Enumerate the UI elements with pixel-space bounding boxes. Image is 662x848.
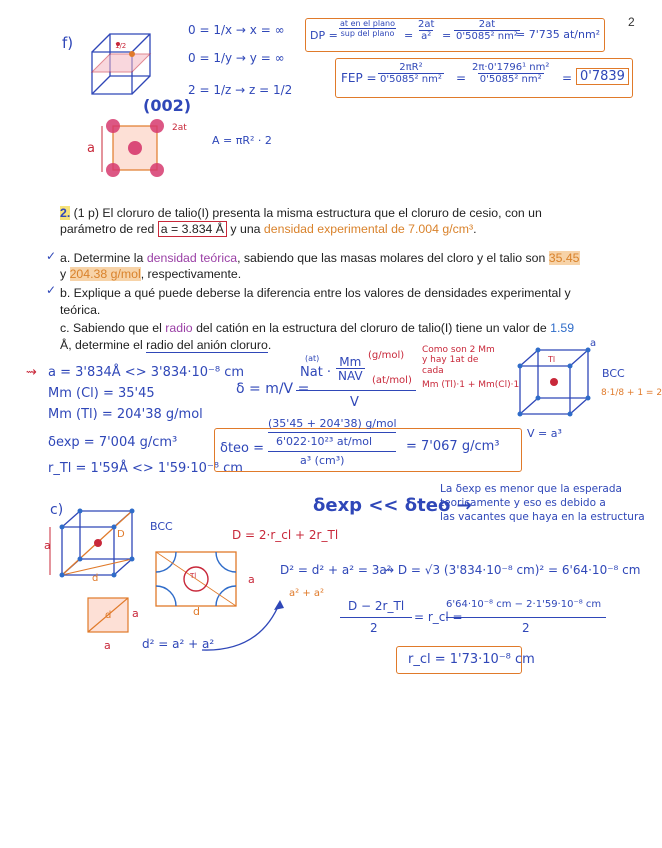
qa2-text-a: y — [60, 267, 70, 281]
qc2-text-b: . — [267, 338, 272, 352]
rcl-frac2-den: 2 — [522, 621, 530, 635]
dp-frac2-num: 2at — [418, 19, 435, 30]
problem-text-2a: parámetro de red — [60, 222, 158, 236]
qc-text-b: del catión en la estructura del cloruro de talio(I) tiene un valor de — [192, 321, 551, 335]
curved-arrow — [200, 596, 290, 656]
radius-term: radio — [165, 321, 193, 335]
nat-sup: (at) — [305, 354, 320, 363]
question-b-line-1: b. Explique a qué puede deberse la diferencia entre los valores de densidades experimental y — [60, 286, 571, 300]
molar-mass-cl: 35.45 — [548, 251, 580, 265]
intercept-y: 0 = 1/y → y = ∞ — [188, 51, 285, 65]
d-teo-fraction-line-2 — [268, 451, 396, 452]
explanation-line-3: las vacantes que haya en la estructura — [440, 511, 645, 523]
note-sum: Mm (Tl)·1 + Mm(Cl)·1 — [422, 380, 520, 390]
nat-label: Nat · — [300, 365, 332, 380]
c-bcc-label: BCC — [150, 520, 173, 533]
intercept-x: 0 = 1/x → x = ∞ — [188, 23, 285, 37]
mm-nav-fraction — [336, 356, 365, 382]
qa2-text-b: , respectivamente. — [140, 267, 242, 281]
D-value: ⇝ D = √3 (3'834·10⁻⁸ cm)² = 6'64·10⁻⁸ cm — [384, 563, 641, 577]
dp-fraction-1 — [338, 20, 397, 38]
fep-frac-den: 0'5085² nm² — [380, 74, 442, 85]
dp-label: DP = — [310, 29, 338, 42]
intercept-z: 2 = 1/z → z = 1/2 — [188, 83, 293, 97]
experimental-density: densidad experimental de 7.004 g/cm³ — [263, 222, 474, 236]
question-a-line-1 — [60, 252, 580, 264]
rcl-frac-den: 2 — [370, 621, 378, 635]
area-formula: A = πR² · 2 — [212, 134, 272, 147]
dp-result: = 7'735 at/nm² — [516, 28, 601, 41]
qa-text-a: a. Determine la — [60, 251, 147, 265]
d-exp: δexp = 7'004 g/cm³ — [48, 435, 178, 450]
check-mark-a: ✓ — [46, 249, 57, 263]
explanation-line-2: teoricamente y eso es debido a — [440, 497, 606, 509]
fep-result: 0'7839 — [576, 68, 629, 85]
main-fraction-line — [296, 390, 416, 391]
mm-num: Mm — [339, 355, 362, 369]
rcl-frac2-num: 6'64·10⁻⁸ cm − 2·1'59·10⁻⁸ cm — [446, 599, 602, 610]
d-teo-label: δteo = — [220, 441, 265, 456]
rcl-equals: = r_cl = — [414, 610, 463, 624]
fep-fraction-1 — [378, 63, 444, 85]
face-a-side-label: a — [132, 607, 139, 620]
mm-cl: Mm (Cl) = 35'45 — [48, 386, 155, 401]
problem-line-1 — [60, 207, 542, 219]
fep-frac-num: 2πR² — [399, 62, 423, 73]
problem-line-2 — [60, 223, 477, 235]
cation-radius-value: 1.59 — [550, 321, 575, 335]
bcc-label: BCC — [602, 367, 625, 380]
dp-frac-num: at en el plano — [340, 19, 395, 28]
theoretical-density-term: densidad teórica — [146, 251, 238, 265]
density-def: δ = m/V = — [236, 381, 310, 397]
d-teo-result: = 7'067 g/cm³ — [406, 439, 500, 454]
qa-text-b: , sabiendo que las masas molares del cloro y el talio son — [237, 251, 549, 265]
eq-sign-3: = — [456, 71, 467, 85]
dp-fraction-2 — [416, 20, 436, 42]
plane-square-diagram — [95, 120, 167, 180]
bcc-cell-diagram — [514, 340, 598, 420]
anion-radius-term: radio del anión cloruro — [146, 338, 268, 352]
plane-miller-index: (002) — [143, 96, 192, 115]
rcl-result: r_cl = 1'73·10⁻⁸ cm — [408, 652, 535, 667]
problem-text-1: (1 p) El cloruro de talio(I) presenta la misma estructura que el cloruro de cesio, con un — [70, 206, 542, 220]
lattice-parameter: a = 3.834 Å — [158, 221, 227, 237]
nav-unit: (at/mol) — [372, 375, 412, 386]
tl-label: Tl — [548, 355, 556, 364]
a-value: a = 3'834Å <> 3'834·10⁻⁸ cm — [48, 365, 245, 380]
nav-den: NAV — [338, 369, 363, 383]
c-side-a-label: a — [44, 539, 51, 552]
mid-height-label: 1/2 — [115, 42, 127, 50]
dp-fraction-3 — [454, 20, 520, 42]
part-c-label: c) — [50, 502, 64, 518]
note-mm: Como son 2 Mm y hay 1at de cada — [422, 345, 495, 376]
qc-text-a: c. Sabiendo que el — [60, 321, 166, 335]
rcl-frac-num: D − 2r_Tl — [348, 599, 405, 613]
question-a-line-2 — [60, 268, 241, 280]
face-a-bottom-label: a — [104, 639, 111, 652]
rcl-frac2-line — [446, 617, 606, 618]
mm-tl: Mm (Tl) = 204'38 g/mol — [48, 407, 203, 422]
d-teo-mid: 6'022·10²³ at/mol — [276, 435, 373, 448]
page-number: 2 — [628, 15, 635, 29]
fep-label: FEP = — [341, 71, 377, 85]
check-mark-b: ✓ — [46, 283, 57, 297]
fep-fraction-2 — [470, 63, 551, 85]
dp-frac-den: sup del plano — [340, 29, 395, 38]
d-teo-fraction-line-1 — [268, 432, 396, 433]
dp-frac2-den: a² — [421, 31, 432, 42]
c-plane-a-label: a — [248, 573, 255, 586]
question-c-line-2 — [60, 339, 271, 351]
c-face-diagonal-label: d — [92, 573, 99, 584]
mm-unit: (g/mol) — [368, 350, 405, 361]
c-big-diagonal-label: D — [117, 529, 125, 540]
problem-text-2c: . — [473, 222, 477, 236]
problem-number: 2. — [60, 206, 71, 220]
D-squared: D² = d² + a² = 3a² — [280, 563, 392, 577]
r-tl: r_Tl = 1'59Å <> 1'59·10⁻⁸ cm — [48, 461, 243, 476]
D-formula: D = 2·r_cl + 2r_Tl — [232, 528, 339, 542]
fep-frac2-den: 0'5085² nm² — [479, 74, 542, 85]
explanation-line-1: La δexp es menor que la esperada — [440, 483, 622, 495]
qc2-text-a: Å, determine el — [60, 338, 147, 352]
face-d-label: d — [105, 610, 112, 621]
dp-frac3-den: 0'5085² nm² — [456, 31, 518, 42]
eq-sign-4: = — [562, 71, 573, 85]
question-b-line-2: teórica. — [60, 303, 101, 317]
d-teo-num: (35'45 + 204'38) g/mol — [268, 417, 397, 430]
question-c-line-1 — [60, 322, 574, 334]
part-f-label: f) — [62, 34, 74, 52]
c-plane-d-label: d — [193, 605, 200, 618]
unit-cell-plane-diagram — [80, 14, 180, 104]
density-comparison: δexp << δteo → — [313, 495, 472, 516]
eq-sign-1: = — [404, 29, 414, 42]
sq-note: a² + a² — [289, 588, 325, 599]
side-a-label: a — [87, 141, 95, 156]
rcl-frac-line — [340, 617, 412, 618]
d-squared: d² = a² + a² — [142, 637, 215, 651]
c-tl-label: Tl — [190, 572, 197, 580]
bcc-atom-count: 8·1/8 + 1 = 2 — [601, 388, 662, 398]
problem-text-2b: y una — [227, 222, 264, 236]
molar-mass-tl: 204.38 g/mol — [69, 267, 141, 281]
fep-frac2-num: 2π·0'1796¹ nm² — [472, 62, 550, 73]
dp-frac3-num: 2at — [478, 19, 496, 30]
eq-sign-2: = — [442, 29, 452, 42]
d-teo-den: a³ (cm³) — [300, 454, 345, 467]
volume-formula: V = a³ — [527, 427, 562, 440]
volume-den: V — [350, 395, 359, 410]
arrow-marker: ⇝ — [26, 365, 37, 380]
at-count-label: 2at — [172, 123, 187, 133]
corner-a-label: a — [590, 338, 597, 349]
